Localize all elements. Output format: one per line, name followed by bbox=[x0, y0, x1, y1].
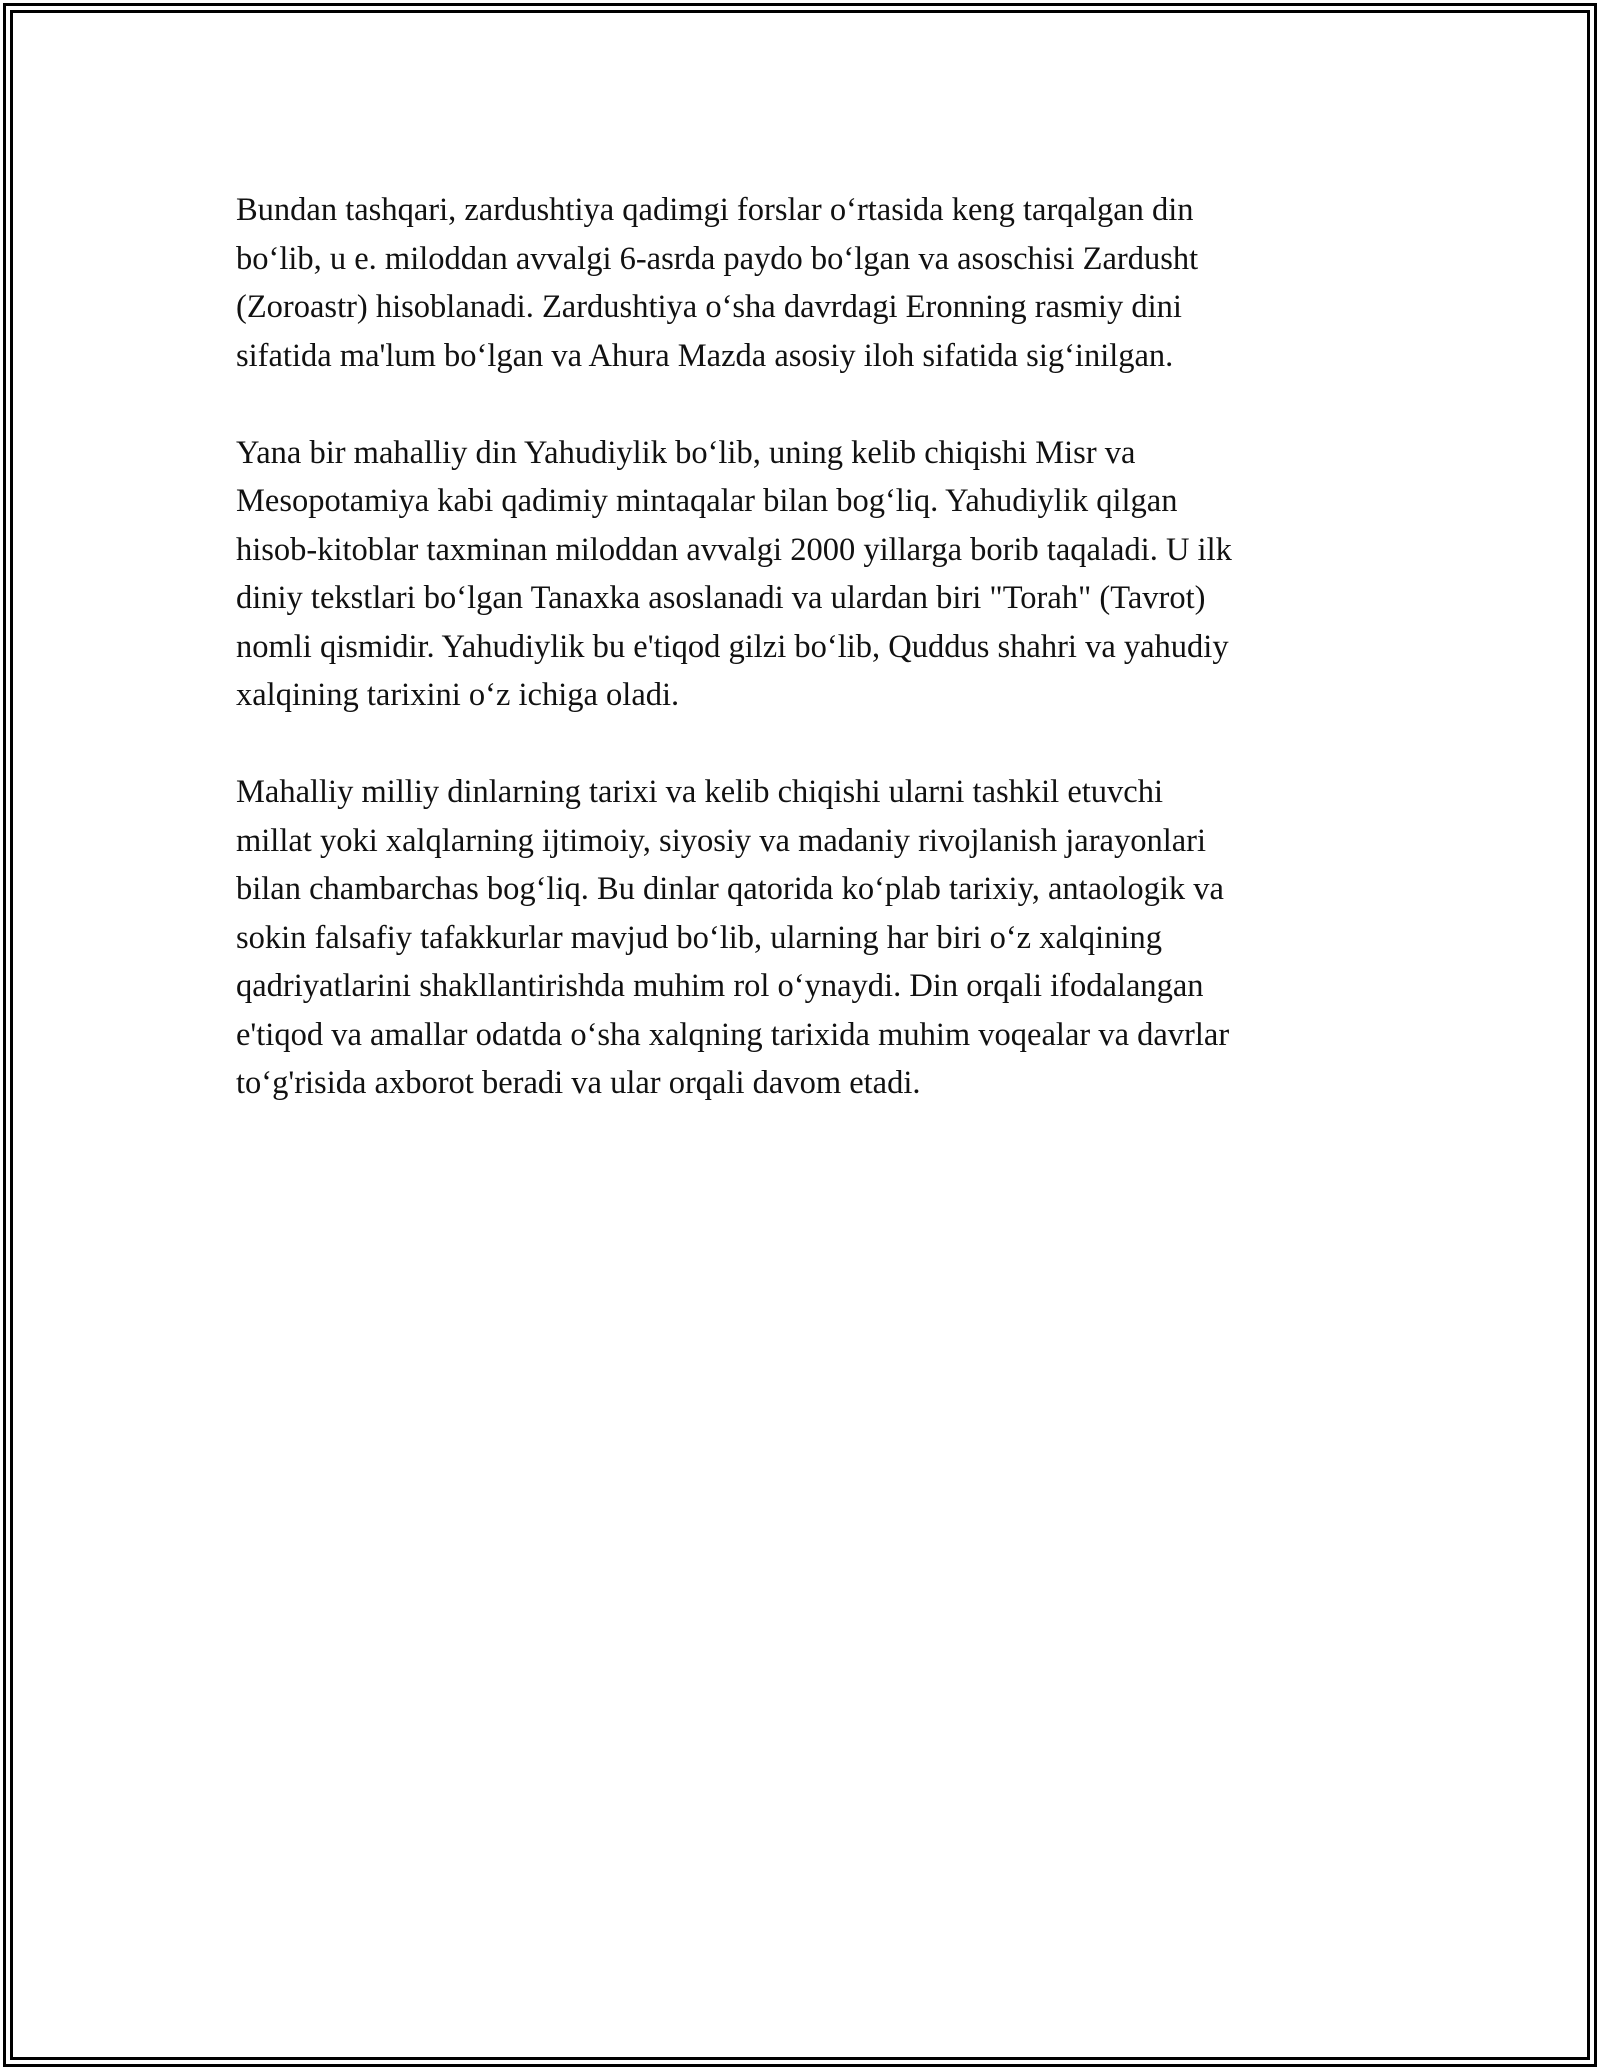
paragraph-judaism: Yana bir mahalliy din Yahudiylik bo‘lib, uning kelib chiqishi Misr va Mesopotamiya kabi qadimiy mintaqalar bilan bog‘liq. Yahudiylik qilgan hisob-kitoblar taxminan miloddan avvalgi 2000 yillarga borib taqaladi. U ilk diniy tekstlari bo‘lgan Tanaxka asoslanadi va ulardan biri "Torah" (Tavrot) nomli qismidir. Yahudiylik bu e'tiqod gilzi bo‘lib, Quddus shahri va yahudiy xalqining tarixini o‘z ichiga oladi. bbox=[236, 434, 1232, 713]
document-body bbox=[236, 186, 1386, 1156]
paragraph-zoroastrianism: Bundan tashqari, zardushtiya qadimgi forslar o‘rtasida keng tarqalgan din bo‘lib, u e. miloddan avvalgi 6-asrda paydo bo‘lgan va asoschisi Zardusht (Zoroastr) hisoblanadi. Zardushtiya o‘sha davrdagi Eronning rasmiy dini sifatida ma'lum bo‘lgan va Ahura Mazda asosiy iloh sifatida sig‘inilgan. bbox=[236, 192, 1199, 374]
paragraph-national-religions: Mahalliy milliy dinlarning tarixi va kelib chiqishi ularni tashkil etuvchi millat yoki xalqlarning ijtimoiy, siyosiy va madaniy rivojlanish jarayonlari bilan chambarchas bog‘liq. Bu dinlar qatorida ko‘plab tarixiy, antaologik va sokin falsafiy tafakkurlar mavjud bo‘lib, ularning har biri o‘z xalqining qadriyatlarini shakllantirishda muhim rol o‘ynaydi. Din orqali ifodalangan e'tiqod va amallar odatda o‘sha xalqning tarixida muhim voqealar va davrlar to‘g'risida axborot beradi va ular orqali davom etadi. bbox=[236, 774, 1230, 1101]
